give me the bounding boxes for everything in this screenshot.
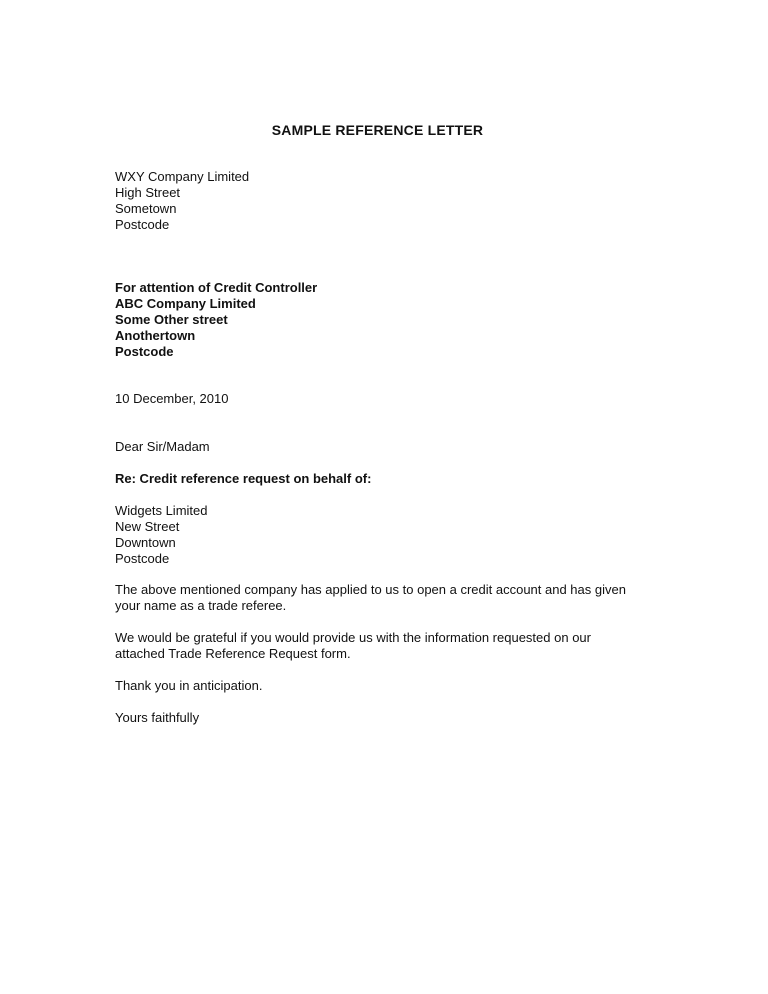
subject-address-line: Downtown [115,535,176,550]
subject-line: Re: Credit reference request on behalf of: [115,471,372,486]
sender-address-line: WXY Company Limited [115,169,250,184]
page-title: SAMPLE REFERENCE LETTER [271,122,484,138]
recipient-address-line: Some Other street [115,312,228,327]
recipient-address-line: Postcode [115,344,174,359]
recipient-attention-line: For attention of Credit Controller [115,280,318,295]
subject-address-block [115,503,640,567]
sender-address-line: High Street [115,185,181,200]
subject-address-line: Postcode [115,551,170,566]
sender-address-line: Sometown [115,201,177,216]
subject-address-line: New Street [115,519,180,534]
signoff-line: Yours faithfully [115,710,200,725]
subject-address-line: Widgets Limited [115,503,208,518]
sender-address-block [115,169,640,233]
body-paragraph-2: We would be grateful if you would provide us with the information requested on our attached Trade Reference Request form. [115,630,591,661]
recipient-address-line: ABC Company Limited [115,296,256,311]
recipient-address-line: Anothertown [115,328,196,343]
date-line: 10 December, 2010 [115,391,229,406]
sender-address-line: Postcode [115,217,170,232]
letter-content [115,169,640,726]
body-paragraph-1: The above mentioned company has applied to us to open a credit account and has given your name as a trade referee. [115,582,626,613]
thanks-line: Thank you in anticipation. [115,678,263,693]
salutation: Dear Sir/Madam [115,439,210,454]
recipient-address-block [115,280,640,360]
